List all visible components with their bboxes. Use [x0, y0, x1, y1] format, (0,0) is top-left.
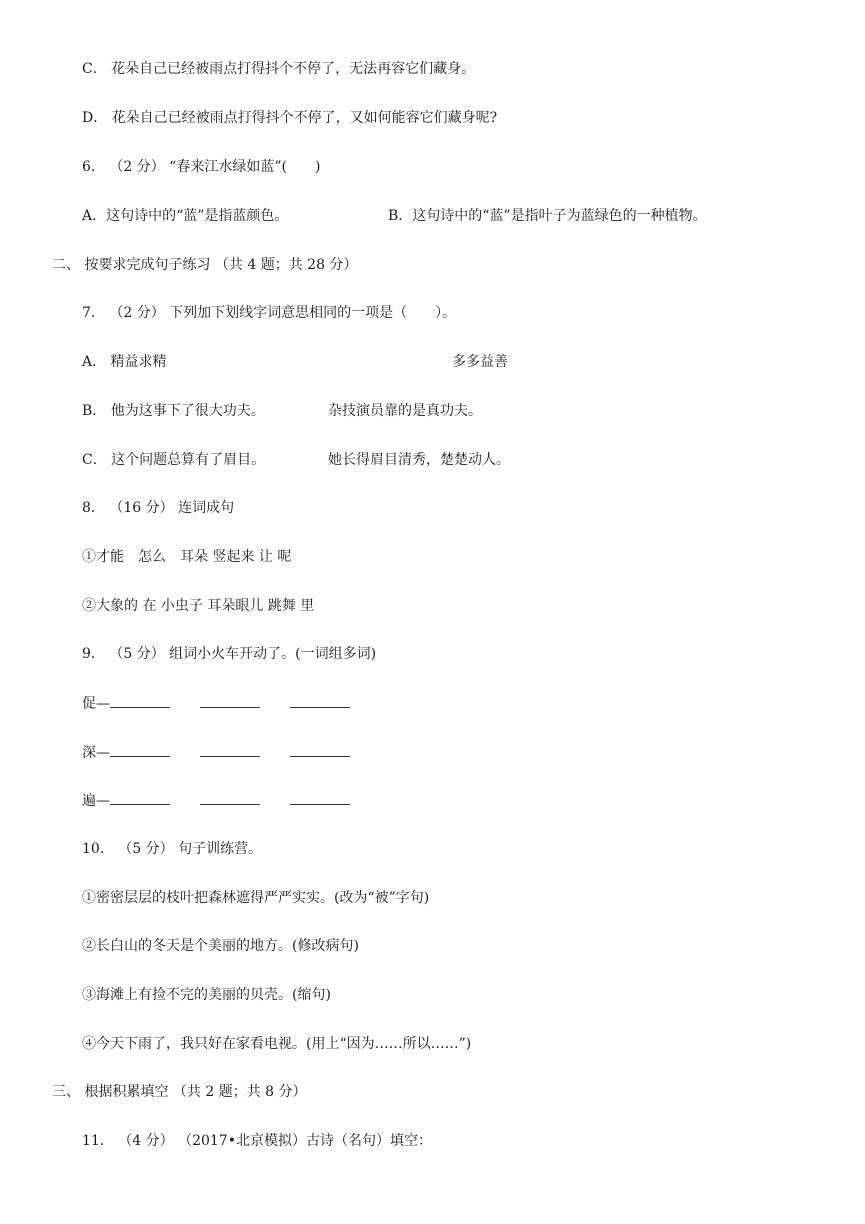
- q7-option-c-left: C． 这个问题总算有了眉目。: [82, 452, 266, 468]
- answer-blank[interactable]: [290, 693, 350, 708]
- q10-item-2: ②长白山的冬天是个美丽的地方。(修改病句): [82, 938, 359, 954]
- answer-blank[interactable]: [290, 790, 350, 805]
- q7-option-a-left: A． 精益求精: [82, 354, 167, 370]
- q10-item-1: ①密密层层的枝叶把森林遮得严严实实。(改为“被”字句): [82, 890, 430, 906]
- section-2-title: 二、 按要求完成句子练习 （共 4 题；共 28 分）: [52, 257, 358, 273]
- q7-option-b-right: 杂技演员靠的是真功夫。: [328, 403, 482, 419]
- q8-stem: 8． （16 分） 连词成句: [82, 500, 235, 516]
- section-3-title: 三、 根据积累填空 （共 2 题；共 8 分）: [52, 1084, 307, 1100]
- q9-row-3-label: 遍—: [82, 793, 110, 809]
- answer-blank[interactable]: [200, 693, 260, 708]
- q7-option-a-right: 多多益善: [452, 354, 508, 370]
- q9-row-1: [82, 693, 380, 714]
- q9-row-2: [82, 742, 380, 763]
- answer-blank[interactable]: [200, 790, 260, 805]
- answer-blank[interactable]: [290, 742, 350, 757]
- q6-stem: 6． （2 分） “春来江水绿如蓝”( ): [82, 159, 321, 175]
- q5-option-c: C． 花朵自己已经被雨点打得抖个不停了，无法再容它们藏身。: [82, 61, 476, 77]
- answer-blank[interactable]: [110, 790, 170, 805]
- q6-option-b: B．这句诗中的“蓝”是指叶子为蓝绿色的一种植物。: [388, 208, 707, 224]
- q10-stem: 10． （5 分） 句子训练营。: [82, 841, 263, 857]
- q9-row-3: [82, 790, 380, 811]
- answer-blank[interactable]: [200, 742, 260, 757]
- q7-stem: 7． （2 分） 下列加下划线字词意思相同的一项是（ ）。: [82, 305, 457, 321]
- q10-item-3: ③海滩上有捡不完的美丽的贝壳。(缩句): [82, 987, 331, 1003]
- q10-item-4: ④今天下雨了，我只好在家看电视。(用上“因为……所以……”): [82, 1036, 472, 1052]
- q9-row-1-label: 促—: [82, 696, 110, 712]
- answer-blank[interactable]: [110, 742, 170, 757]
- answer-blank[interactable]: [110, 693, 170, 708]
- q8-item-1: ①才能 怎么 耳朵 竖起来 让 呢: [82, 549, 292, 565]
- q9-stem: 9． （5 分） 组词小火车开动了。(一词组多词): [82, 646, 377, 662]
- q7-option-b-left: B． 他为这事下了很大功夫。: [82, 403, 265, 419]
- q7-option-c-right: 她长得眉目清秀，楚楚动人。: [328, 452, 510, 468]
- q11-stem: 11． （4 分） （2017•北京模拟）古诗（名句）填空：: [82, 1133, 432, 1149]
- q6-option-a: A．这句诗中的“蓝”是指蓝颜色。: [82, 208, 289, 224]
- q8-item-2: ②大象的 在 小虫子 耳朵眼儿 跳舞 里: [82, 598, 315, 614]
- q5-option-d: D． 花朵自己已经被雨点打得抖个不停了，又如何能容它们藏身呢?: [82, 110, 498, 126]
- q9-row-2-label: 深—: [82, 745, 110, 761]
